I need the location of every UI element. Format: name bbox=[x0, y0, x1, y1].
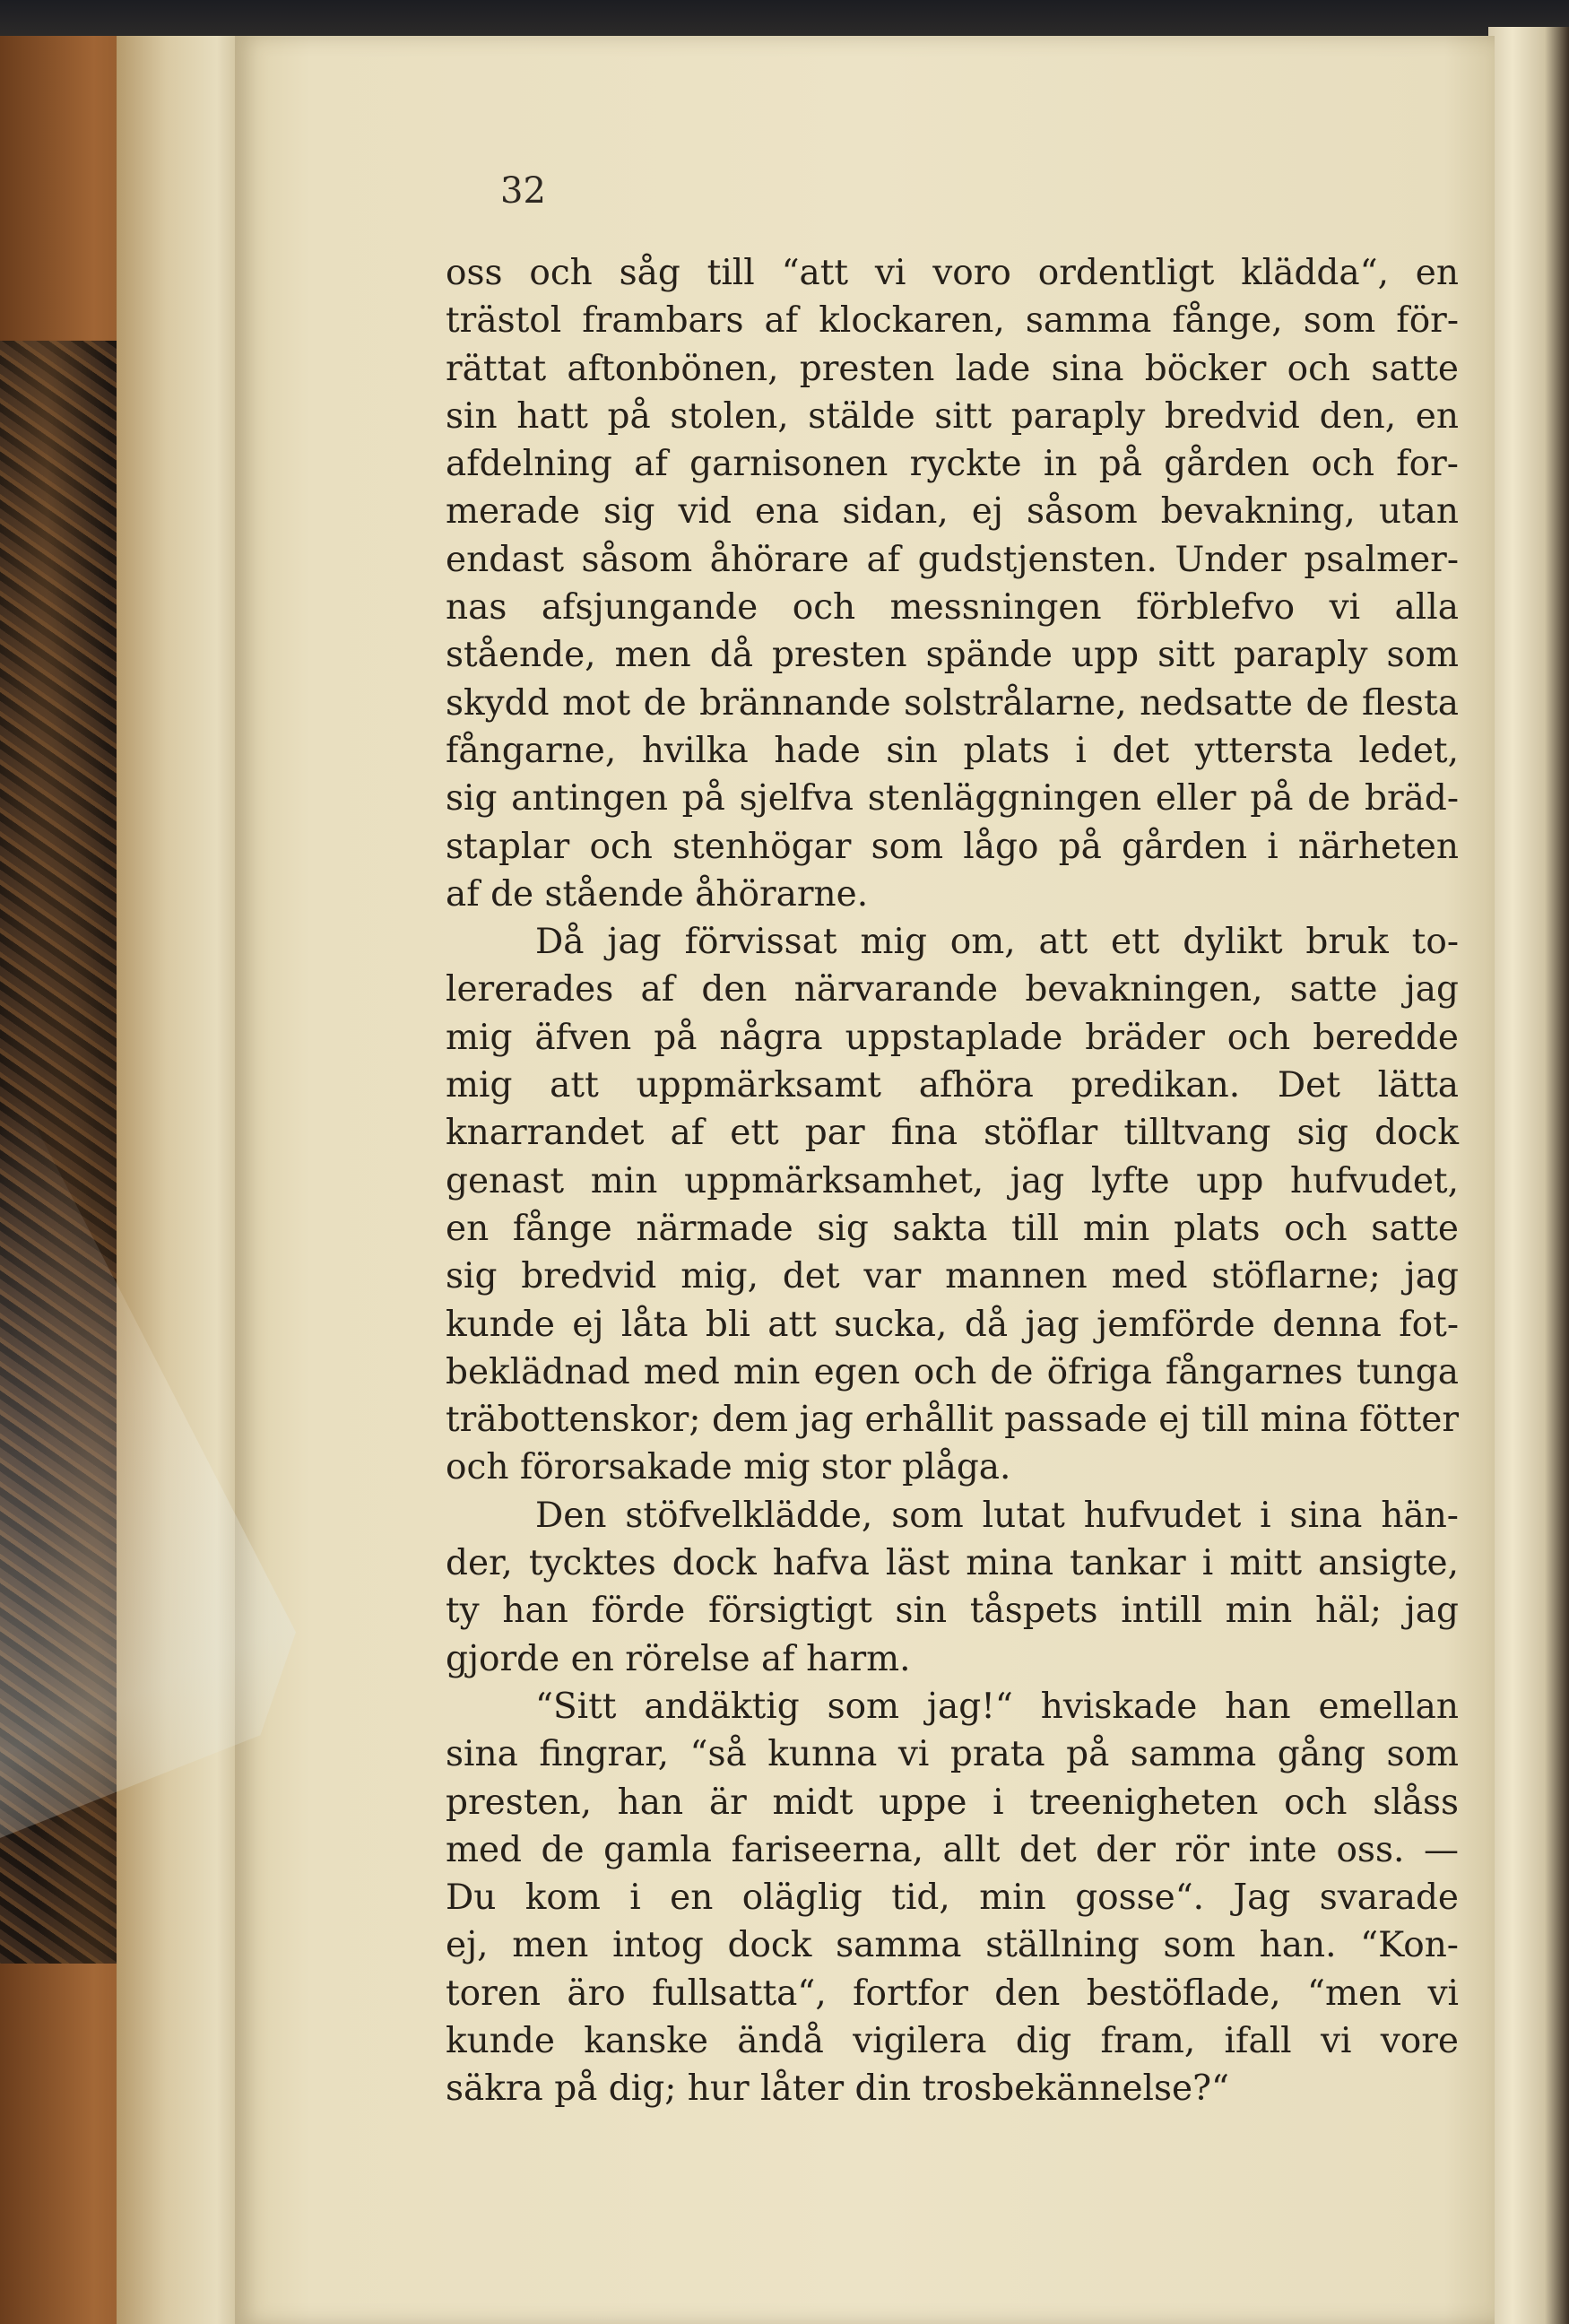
text-line: träbottenskor; dem jag erhållit passade ej till mina fötter bbox=[446, 1400, 1459, 1441]
text-line: kunde ej låta bli att sucka, då jag jemförde denna fot- bbox=[446, 1304, 1459, 1345]
text-line: och förorsakade mig stor plåga. bbox=[446, 1447, 1011, 1488]
text-line: fångarne, hvilka hade sin plats i det yttersta ledet, bbox=[446, 730, 1459, 771]
page-gutter bbox=[117, 36, 242, 2324]
text-line: merade sig vid ena sidan, ej såsom bevakning, utan bbox=[446, 491, 1459, 533]
text-line: gjorde en rörelse af harm. bbox=[446, 1638, 911, 1679]
text-line: genast min uppmärksamhet, jag lyfte upp hufvudet, bbox=[446, 1160, 1459, 1201]
text-line: kunde kanske ändå vigilera dig fram, ifall vi vore bbox=[446, 2020, 1459, 2061]
page-edge-stack bbox=[1488, 27, 1569, 2324]
text-line: säkra på dig; hur låter din trosbekännelse?“ bbox=[446, 2068, 1229, 2110]
text-line: mig äfven på några uppstaplade bräder och beredde bbox=[446, 1017, 1459, 1058]
text-line: ej, men intog dock samma ställning som han. “Kon- bbox=[446, 1925, 1459, 1966]
text-line: “Sitt andäktig som jag!“ hviskade han emellan bbox=[535, 1686, 1459, 1727]
text-line: af de stående åhörarne. bbox=[446, 873, 869, 915]
text-line: staplar och stenhögar som lågo på gården i närheten bbox=[446, 826, 1459, 867]
text-line: Du kom i en oläglig tid, min gosse“. Jag svarade bbox=[446, 1877, 1459, 1919]
page-number: 32 bbox=[500, 170, 546, 212]
text-line: der, tycktes dock hafva läst mina tankar i mitt ansigte, bbox=[446, 1543, 1459, 1584]
text-line: trästol frambars af klockaren, samma fånge, som för- bbox=[446, 300, 1459, 342]
text-line: knarrandet af ett par fina stöflar tilltvang sig dock bbox=[446, 1113, 1459, 1154]
text-line: sig antingen på sjelfva stenläggningen eller på de bräd- bbox=[446, 778, 1459, 819]
text-line: presten, han är midt uppe i treenigheten och slåss bbox=[446, 1782, 1459, 1823]
text-line: beklädnad med min egen och de öfriga fångarnes tunga bbox=[446, 1351, 1459, 1392]
text-line: stående, men då presten spände upp sitt paraply som bbox=[446, 635, 1459, 676]
text-line: mig att uppmärksamt afhöra predikan. Det lätta bbox=[446, 1065, 1459, 1106]
text-line: Den stöfvelklädde, som lutat hufvudet i sina hän- bbox=[535, 1495, 1459, 1536]
text-line: nas afsjungande och messningen förblefvo vi alla bbox=[446, 587, 1459, 629]
text-line: en fånge närmade sig sakta till min plats och satte bbox=[446, 1208, 1459, 1249]
text-line: endast såsom åhörare af gudstjensten. Under psalmer- bbox=[446, 539, 1459, 580]
text-line: rättat aftonbönen, presten lade sina böcker och satte bbox=[446, 348, 1459, 389]
text-line: oss och såg till “att vi voro ordentligt klädda“, en bbox=[446, 253, 1459, 293]
text-line: lererades af den närvarande bevakningen, satte jag bbox=[446, 969, 1459, 1010]
text-line: ty han förde försigtigt sin tåspets intill min häl; jag bbox=[446, 1591, 1459, 1632]
text-line: sig bredvid mig, det var mannen med stöflarne; jag bbox=[446, 1256, 1459, 1297]
text-line: sin hatt på stolen, stälde sitt paraply bredvid den, en bbox=[446, 395, 1459, 437]
text-line: sina fingrar, “så kunna vi prata på samma gång som bbox=[446, 1734, 1459, 1775]
text-line: skydd mot de brännande solstrålarne, nedsatte de flesta bbox=[446, 682, 1459, 724]
page-text-block bbox=[446, 249, 1459, 2113]
text-line: afdelning af garnisonen ryckte in på gården och for- bbox=[446, 444, 1459, 485]
text-line: Då jag förvissat mig om, att ett dylikt bruk to- bbox=[535, 922, 1459, 963]
text-line: toren äro fullsatta“, fortfor den bestöflade, “men vi bbox=[446, 1973, 1459, 2014]
text-line: med de gamla fariseerna, allt det der rör inte oss. — bbox=[446, 1829, 1459, 1870]
